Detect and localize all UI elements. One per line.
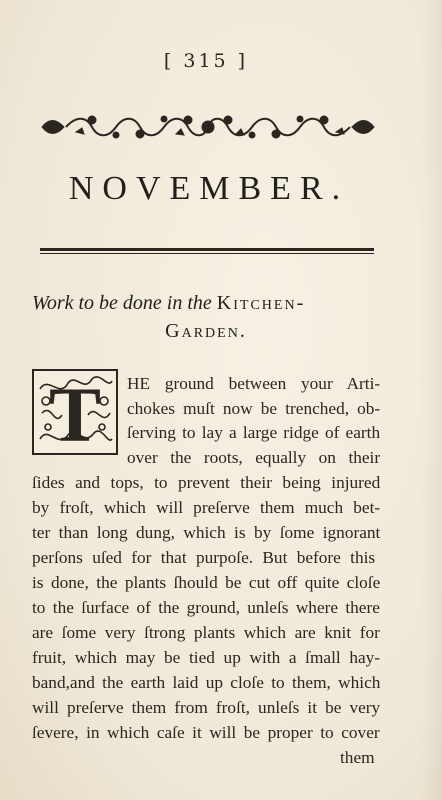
page-number: [ 315 ] [163, 50, 249, 72]
text-line: over the roots, equally on their [127, 448, 381, 467]
text-line: ter than long dung, which is by ſome ignorant [32, 523, 381, 542]
catchword: them [340, 748, 375, 767]
floral-ornament-band [36, 112, 380, 142]
section-heading [32, 292, 392, 315]
text-line: chokes muſt now be trenched, ob- [127, 399, 381, 418]
heading-italic: Work to be done in the [32, 292, 212, 314]
text-line: will preſerve them from froſt, unleſs it be very [32, 698, 381, 717]
text-line: HE ground between your Arti- [127, 374, 381, 393]
text-line: to the ſurface of the ground, unleſs where there [32, 598, 380, 617]
text-line: ſevere, in which caſe it will be proper to cover [32, 723, 380, 742]
page-edge-shadow [420, 0, 442, 800]
text-line: ſides and tops, to prevent their being injured [32, 473, 381, 492]
dropcap-glyph: T [48, 371, 102, 455]
text-line: is done, the plants ſhould be cut off quite cloſe [32, 573, 381, 592]
decorated-dropcap-letter [32, 369, 118, 455]
text-line: fruit, which may be tied up with a ſmall hay- [32, 648, 381, 667]
month-title: NOVEMBER. [68, 170, 350, 207]
text-line: by froſt, which will preſerve them much bet- [32, 498, 381, 517]
text-line: band,and the earth laid up cloſe to them, which [32, 673, 381, 692]
section-rule [40, 248, 374, 251]
section-rule-thin [40, 253, 374, 254]
heading-smallcaps: Kitchen- [216, 292, 306, 314]
text-line: ſerving to lay a large ridge of earth [127, 423, 381, 442]
section-heading-continued: Garden. [165, 320, 247, 342]
text-line: perſons uſed for that purpoſe. But before this [32, 548, 376, 567]
text-line: are ſome very ſtrong plants which are knit for [32, 623, 380, 642]
